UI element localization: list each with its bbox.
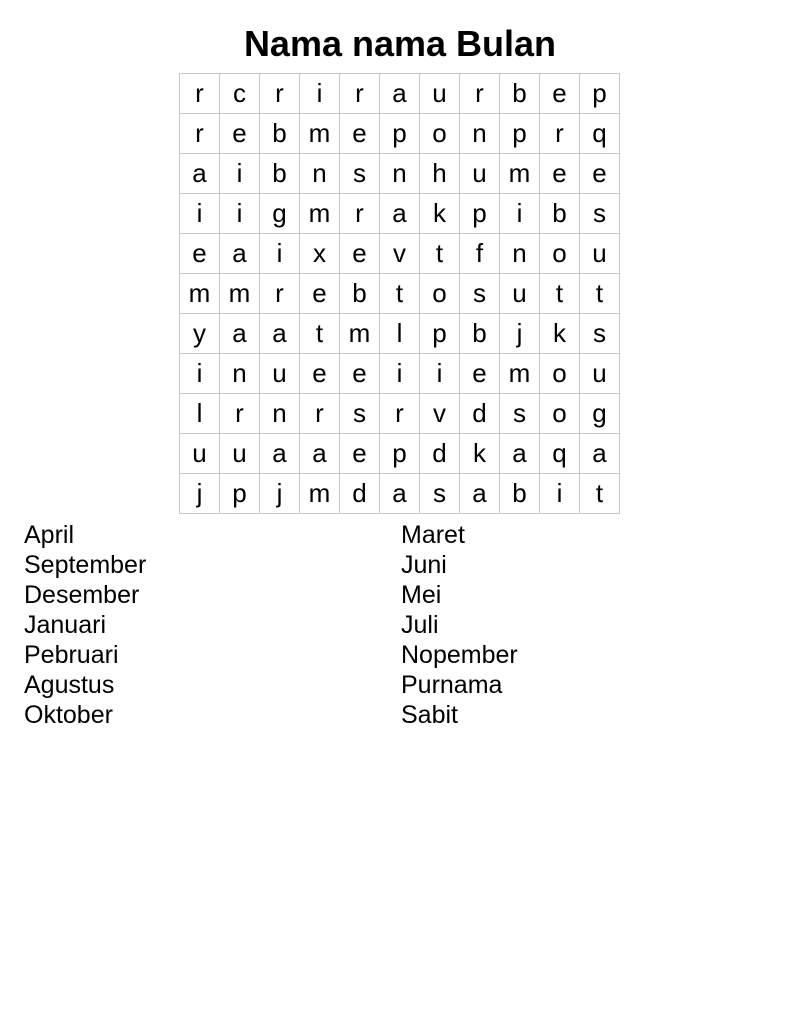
grid-cell: e <box>300 274 340 314</box>
grid-cell: i <box>420 354 460 394</box>
grid-cell: o <box>540 234 580 274</box>
grid-cell: n <box>500 234 540 274</box>
grid-cell: b <box>500 474 540 514</box>
grid-cell: u <box>260 354 300 394</box>
grid-cell: b <box>260 114 300 154</box>
grid-cell: b <box>340 274 380 314</box>
word-item: Oktober <box>24 701 113 729</box>
grid-row <box>180 194 620 234</box>
grid-cell: t <box>580 274 620 314</box>
grid-cell: g <box>580 394 620 434</box>
grid-cell: r <box>380 394 420 434</box>
grid-cell: a <box>580 434 620 474</box>
grid-cell: a <box>260 434 300 474</box>
word-item: Pebruari <box>24 641 119 669</box>
grid-cell: s <box>420 474 460 514</box>
grid-cell: u <box>460 154 500 194</box>
grid-cell: e <box>300 354 340 394</box>
word-item: Mei <box>401 581 442 609</box>
grid-cell: h <box>420 154 460 194</box>
grid-cell: p <box>580 74 620 114</box>
grid-cell: b <box>260 154 300 194</box>
grid-cell: i <box>260 234 300 274</box>
grid-cell: i <box>540 474 580 514</box>
page-title: Nama nama Bulan <box>243 23 557 64</box>
grid-cell: t <box>300 314 340 354</box>
word-item: September <box>24 551 147 579</box>
grid-cell: o <box>540 394 580 434</box>
word-item: Maret <box>401 521 465 549</box>
grid-cell: f <box>460 234 500 274</box>
grid-cell: i <box>220 154 260 194</box>
word-item: Januari <box>24 611 106 639</box>
grid-cell: u <box>500 274 540 314</box>
grid-cell: p <box>460 194 500 234</box>
word-item: Juli <box>401 611 439 639</box>
grid-cell: q <box>580 114 620 154</box>
grid-row <box>180 274 620 314</box>
grid-cell: r <box>540 114 580 154</box>
grid-cell: i <box>180 354 220 394</box>
grid-cell: y <box>180 314 220 354</box>
grid-cell: t <box>380 274 420 314</box>
grid-cell: e <box>340 434 380 474</box>
grid-cell: m <box>180 274 220 314</box>
grid-cell: d <box>420 434 460 474</box>
grid-cell: d <box>340 474 380 514</box>
grid-cell: m <box>300 194 340 234</box>
grid-cell: s <box>500 394 540 434</box>
grid-cell: a <box>180 154 220 194</box>
grid-row <box>180 434 620 474</box>
grid-cell: a <box>380 194 420 234</box>
grid-cell: p <box>500 114 540 154</box>
grid-cell: j <box>260 474 300 514</box>
grid-cell: o <box>540 354 580 394</box>
grid-cell: a <box>500 434 540 474</box>
grid-cell: e <box>340 114 380 154</box>
grid-cell: q <box>540 434 580 474</box>
word-item: Juni <box>401 551 447 579</box>
word-item: Agustus <box>24 671 115 699</box>
grid-cell: v <box>380 234 420 274</box>
grid-cell: m <box>220 274 260 314</box>
grid-cell: r <box>260 274 300 314</box>
grid-cell: l <box>180 394 220 434</box>
grid-cell: m <box>300 114 340 154</box>
word-item: Purnama <box>401 671 503 699</box>
grid-cell: e <box>180 234 220 274</box>
grid-cell: n <box>380 154 420 194</box>
grid-cell: e <box>340 234 380 274</box>
grid-cell: m <box>300 474 340 514</box>
grid-cell: p <box>220 474 260 514</box>
grid-cell: u <box>180 434 220 474</box>
grid-cell: e <box>580 154 620 194</box>
grid-cell: i <box>500 194 540 234</box>
grid-cell: s <box>340 394 380 434</box>
grid-cell: k <box>460 434 500 474</box>
grid-cell: e <box>460 354 500 394</box>
grid-cell: p <box>380 434 420 474</box>
grid-cell: r <box>340 74 380 114</box>
grid-row <box>180 74 620 114</box>
grid-cell: a <box>300 434 340 474</box>
word-list-right <box>401 520 518 730</box>
grid-cell: k <box>420 194 460 234</box>
grid-cell: d <box>460 394 500 434</box>
grid-cell: t <box>540 274 580 314</box>
grid-cell: s <box>580 314 620 354</box>
grid-cell: m <box>340 314 380 354</box>
grid-cell: m <box>500 154 540 194</box>
grid-row <box>180 354 620 394</box>
grid-cell: n <box>460 114 500 154</box>
grid-cell: r <box>340 194 380 234</box>
grid-cell: c <box>220 74 260 114</box>
grid-cell: r <box>460 74 500 114</box>
grid-row <box>180 154 620 194</box>
grid-cell: j <box>180 474 220 514</box>
grid-cell: a <box>220 234 260 274</box>
grid-cell: e <box>540 154 580 194</box>
grid-cell: t <box>580 474 620 514</box>
grid-cell: u <box>220 434 260 474</box>
grid-row <box>180 394 620 434</box>
grid-cell: x <box>300 234 340 274</box>
grid-cell: u <box>580 354 620 394</box>
grid-cell: g <box>260 194 300 234</box>
grid-cell: n <box>220 354 260 394</box>
grid-cell: n <box>300 154 340 194</box>
grid-cell: u <box>420 74 460 114</box>
grid-cell: r <box>220 394 260 434</box>
word-search-grid <box>179 73 620 514</box>
grid-cell: j <box>500 314 540 354</box>
grid-cell: u <box>580 234 620 274</box>
grid-cell: s <box>340 154 380 194</box>
grid-row <box>180 234 620 274</box>
grid-cell: a <box>220 314 260 354</box>
grid-cell: i <box>380 354 420 394</box>
grid-cell: i <box>300 74 340 114</box>
grid-cell: s <box>460 274 500 314</box>
grid-row <box>180 314 620 354</box>
grid-cell: r <box>180 114 220 154</box>
grid-cell: o <box>420 274 460 314</box>
grid-cell: r <box>300 394 340 434</box>
grid-cell: a <box>380 74 420 114</box>
grid-cell: k <box>540 314 580 354</box>
grid-cell: b <box>540 194 580 234</box>
grid-cell: i <box>180 194 220 234</box>
grid-cell: n <box>260 394 300 434</box>
grid-cell: i <box>220 194 260 234</box>
grid-cell: b <box>460 314 500 354</box>
grid-cell: e <box>220 114 260 154</box>
grid-cell: m <box>500 354 540 394</box>
grid-cell: l <box>380 314 420 354</box>
grid-cell: r <box>260 74 300 114</box>
grid-cell: r <box>180 74 220 114</box>
grid-cell: b <box>500 74 540 114</box>
grid-cell: p <box>420 314 460 354</box>
grid-cell: a <box>460 474 500 514</box>
grid-cell: a <box>260 314 300 354</box>
grid-cell: p <box>380 114 420 154</box>
word-item: Nopember <box>401 641 518 669</box>
grid-row <box>180 114 620 154</box>
grid-cell: s <box>580 194 620 234</box>
grid-cell: v <box>420 394 460 434</box>
grid-cell: a <box>380 474 420 514</box>
grid-cell: o <box>420 114 460 154</box>
word-item: Desember <box>24 581 140 609</box>
word-item: April <box>24 521 75 549</box>
grid-cell: e <box>540 74 580 114</box>
grid-cell: t <box>420 234 460 274</box>
word-list-left <box>24 520 146 730</box>
word-item: Sabit <box>401 701 458 729</box>
grid-row <box>180 474 620 514</box>
grid-cell: e <box>340 354 380 394</box>
